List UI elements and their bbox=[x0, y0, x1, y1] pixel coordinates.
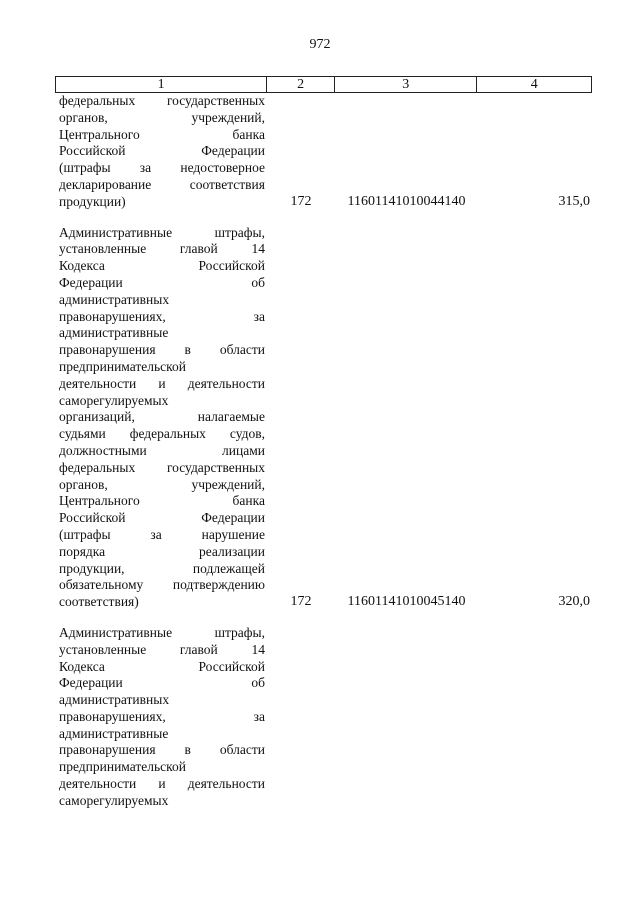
description-line: органов, учреждений, bbox=[59, 109, 265, 125]
description-line: административных bbox=[59, 692, 170, 708]
description-line: органов, учреждений, bbox=[59, 476, 265, 492]
admin-code-cell: 172 bbox=[290, 594, 312, 610]
description-line: Кодекса Российской bbox=[59, 258, 265, 274]
description-line: административные bbox=[59, 325, 169, 341]
description-line: (штрафы за нарушение bbox=[59, 526, 265, 542]
description-line: деятельности и деятельности bbox=[59, 776, 265, 792]
table-body bbox=[55, 93, 592, 810]
description-line: предпринимательской bbox=[59, 759, 187, 775]
description-line: обязательному подтверждению bbox=[59, 577, 265, 593]
description-line: саморегулируемых bbox=[59, 392, 169, 408]
description-line: (штрафы за недостоверное bbox=[59, 160, 265, 176]
row-description bbox=[59, 93, 265, 211]
description-line: федеральных государственных bbox=[59, 93, 265, 108]
description-line: Федерации об bbox=[59, 274, 265, 290]
description-line: правонарушения в области bbox=[59, 342, 265, 358]
description-line: продукции, подлежащей bbox=[59, 560, 265, 576]
description-line: административных bbox=[59, 291, 170, 307]
table-row bbox=[55, 93, 592, 211]
budget-table bbox=[55, 76, 592, 810]
table-row bbox=[55, 625, 592, 810]
description-line: установленные главой 14 bbox=[59, 641, 265, 657]
row-gap bbox=[55, 611, 592, 625]
description-line: предпринимательской bbox=[59, 358, 187, 374]
header-col-1: 1 bbox=[56, 77, 267, 92]
description-line: правонарушения в области bbox=[59, 742, 265, 758]
description-line: административные bbox=[59, 725, 169, 741]
description-line: судьями федеральных судов, bbox=[59, 426, 265, 442]
header-col-4: 4 bbox=[530, 77, 538, 92]
description-line: декларирование соответствия bbox=[59, 176, 265, 192]
header-col-3: 3 bbox=[335, 77, 477, 92]
description-line: продукции) bbox=[59, 193, 126, 209]
description-line: Федерации об bbox=[59, 675, 265, 691]
description-line: Центрального банка bbox=[59, 126, 265, 142]
amount-cell: 315,0 bbox=[558, 193, 590, 209]
description-line: соответствия) bbox=[59, 594, 139, 610]
description-line: деятельности и деятельности bbox=[59, 375, 265, 391]
row-description bbox=[59, 225, 265, 611]
row-gap bbox=[55, 211, 592, 225]
row-description bbox=[59, 625, 265, 810]
description-line: установленные главой 14 bbox=[59, 241, 265, 257]
kbk-code-cell: 11601141010044140 bbox=[347, 193, 466, 209]
description-line: Административные штрафы, bbox=[59, 224, 265, 240]
page-number: 972 bbox=[309, 37, 331, 52]
description-line: Центрального банка bbox=[59, 493, 265, 509]
description-line: Российской Федерации bbox=[59, 510, 265, 526]
table-header-row bbox=[55, 76, 592, 93]
kbk-code-cell: 11601141010045140 bbox=[347, 594, 466, 610]
description-line: правонарушениях, за bbox=[59, 708, 265, 724]
description-line: Российской Федерации bbox=[59, 143, 265, 159]
description-line: федеральных государственных bbox=[59, 459, 265, 475]
description-line: саморегулируемых bbox=[59, 792, 169, 808]
description-line: должностными лицами bbox=[59, 442, 265, 458]
admin-code-cell: 172 bbox=[290, 193, 312, 209]
description-line: правонарушениях, за bbox=[59, 308, 265, 324]
description-line: организаций, налагаемые bbox=[59, 409, 265, 425]
table-row bbox=[55, 225, 592, 611]
description-line: Административные штрафы, bbox=[59, 624, 265, 640]
description-line: порядка реализации bbox=[59, 543, 265, 559]
amount-cell: 320,0 bbox=[558, 594, 590, 610]
header-col-2: 2 bbox=[267, 77, 335, 92]
description-line: Кодекса Российской bbox=[59, 658, 265, 674]
